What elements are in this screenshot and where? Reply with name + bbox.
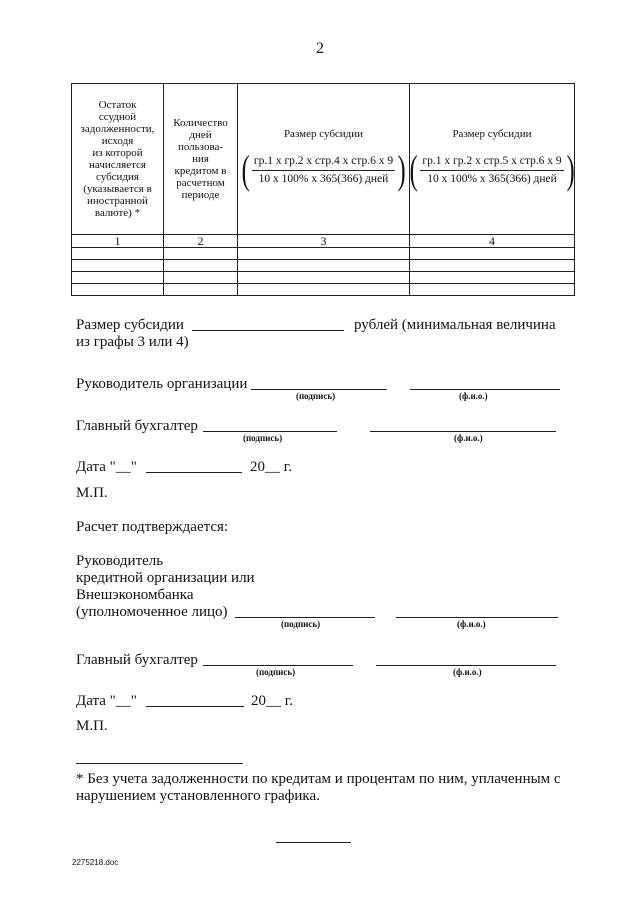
table-row[interactable] bbox=[72, 272, 575, 284]
sign-caption: (подпись) bbox=[296, 391, 336, 401]
org-accountant-signature-field[interactable] bbox=[203, 431, 337, 432]
page-number: 2 bbox=[316, 40, 324, 57]
formula-col3: ( $\frac{\text{гр.1 х гр.2 х стр.4 х стр.6 х 9}}{\text{10 х 100\% х 365(366) дней}}$ ) bbox=[241, 147, 406, 193]
fio-caption: (ф.и.о.) bbox=[457, 619, 486, 629]
bank-accountant-name-field[interactable] bbox=[376, 665, 556, 666]
subsidy-note: из графы 3 или 4) bbox=[76, 334, 189, 350]
subsidy-table bbox=[71, 83, 575, 296]
header-col2: Количество дней пользова- ния кредитом в расчетном периоде bbox=[164, 84, 238, 235]
org-head-name-field[interactable] bbox=[410, 389, 560, 390]
bank-head-signature-field[interactable] bbox=[235, 617, 375, 618]
subsidy-suffix: рублей (минимальная величина bbox=[354, 317, 556, 333]
footnote-text: нарушением установленного графика. bbox=[76, 788, 320, 804]
date-label: Дата "__" bbox=[76, 693, 137, 709]
bank-head-label: Руководитель bbox=[76, 553, 164, 569]
stamp-label: М.П. bbox=[76, 485, 108, 501]
table-row[interactable] bbox=[72, 260, 575, 272]
footnote-separator bbox=[76, 763, 243, 764]
formula-col4: ( $\frac{\text{гр.1 х гр.2 х стр.5 х стр.6 х 9}}{\text{10 х 100\% х 365(366) дней}}$ ) bbox=[409, 147, 575, 193]
subsidy-amount-field[interactable] bbox=[192, 330, 344, 331]
sign-caption: (подпись) bbox=[256, 667, 296, 677]
header-col1: Остаток ссудной задолженности, исходя из которой начисляется субсидия (указывается в иностранной валюте) * bbox=[72, 84, 164, 235]
date-year: 20__ г. bbox=[251, 693, 293, 709]
org-head-label: Руководитель организации bbox=[76, 376, 248, 392]
header-col3: Размер субсидии ( $\frac{\text{гр.1 х гр.2 х стр.4 х стр.6 х 9}}{\text{10 х 100\% х 365(366) дней}}$ ) bbox=[238, 84, 410, 235]
org-head-signature-field[interactable] bbox=[251, 389, 387, 390]
sign-caption: (подпись) bbox=[243, 433, 283, 443]
bank-head-label: Внешэкономбанка bbox=[76, 587, 194, 603]
fio-caption: (ф.и.о.) bbox=[453, 667, 482, 677]
table-row[interactable] bbox=[72, 248, 575, 260]
document-id: 2275218.doc bbox=[72, 858, 119, 867]
sign-caption: (подпись) bbox=[281, 619, 321, 629]
footnote-text: * Без учета задолженности по кредитам и процентам по ним, уплаченным с bbox=[76, 771, 561, 787]
date-field[interactable] bbox=[146, 706, 244, 707]
bank-accountant-label: Главный бухгалтер bbox=[76, 652, 198, 668]
bottom-separator bbox=[276, 842, 351, 843]
org-accountant-name-field[interactable] bbox=[370, 431, 556, 432]
fio-caption: (ф.и.о.) bbox=[454, 433, 483, 443]
date-field[interactable] bbox=[146, 472, 242, 473]
stamp-label: М.П. bbox=[76, 718, 108, 734]
org-accountant-label: Главный бухгалтер bbox=[76, 418, 198, 434]
subsidy-label: Размер субсидии bbox=[76, 317, 184, 333]
fio-caption: (ф.и.о.) bbox=[459, 391, 488, 401]
bank-head-name-field[interactable] bbox=[396, 617, 558, 618]
date-label: Дата "__" bbox=[76, 459, 137, 475]
bank-head-label: кредитной организации или bbox=[76, 570, 255, 586]
confirmation-label: Расчет подтверждается: bbox=[76, 519, 229, 535]
date-year: 20__ г. bbox=[250, 459, 292, 475]
bank-accountant-signature-field[interactable] bbox=[203, 665, 353, 666]
table-row[interactable] bbox=[72, 284, 575, 296]
bank-head-label: (уполномоченное лицо) bbox=[76, 604, 228, 620]
column-numbers-row: 1 2 3 4 bbox=[72, 235, 575, 248]
header-col4: Размер субсидии ( $\frac{\text{гр.1 х гр.2 х стр.5 х стр.6 х 9}}{\text{10 х 100\% х 365(366) дней}}$ ) bbox=[410, 84, 575, 235]
